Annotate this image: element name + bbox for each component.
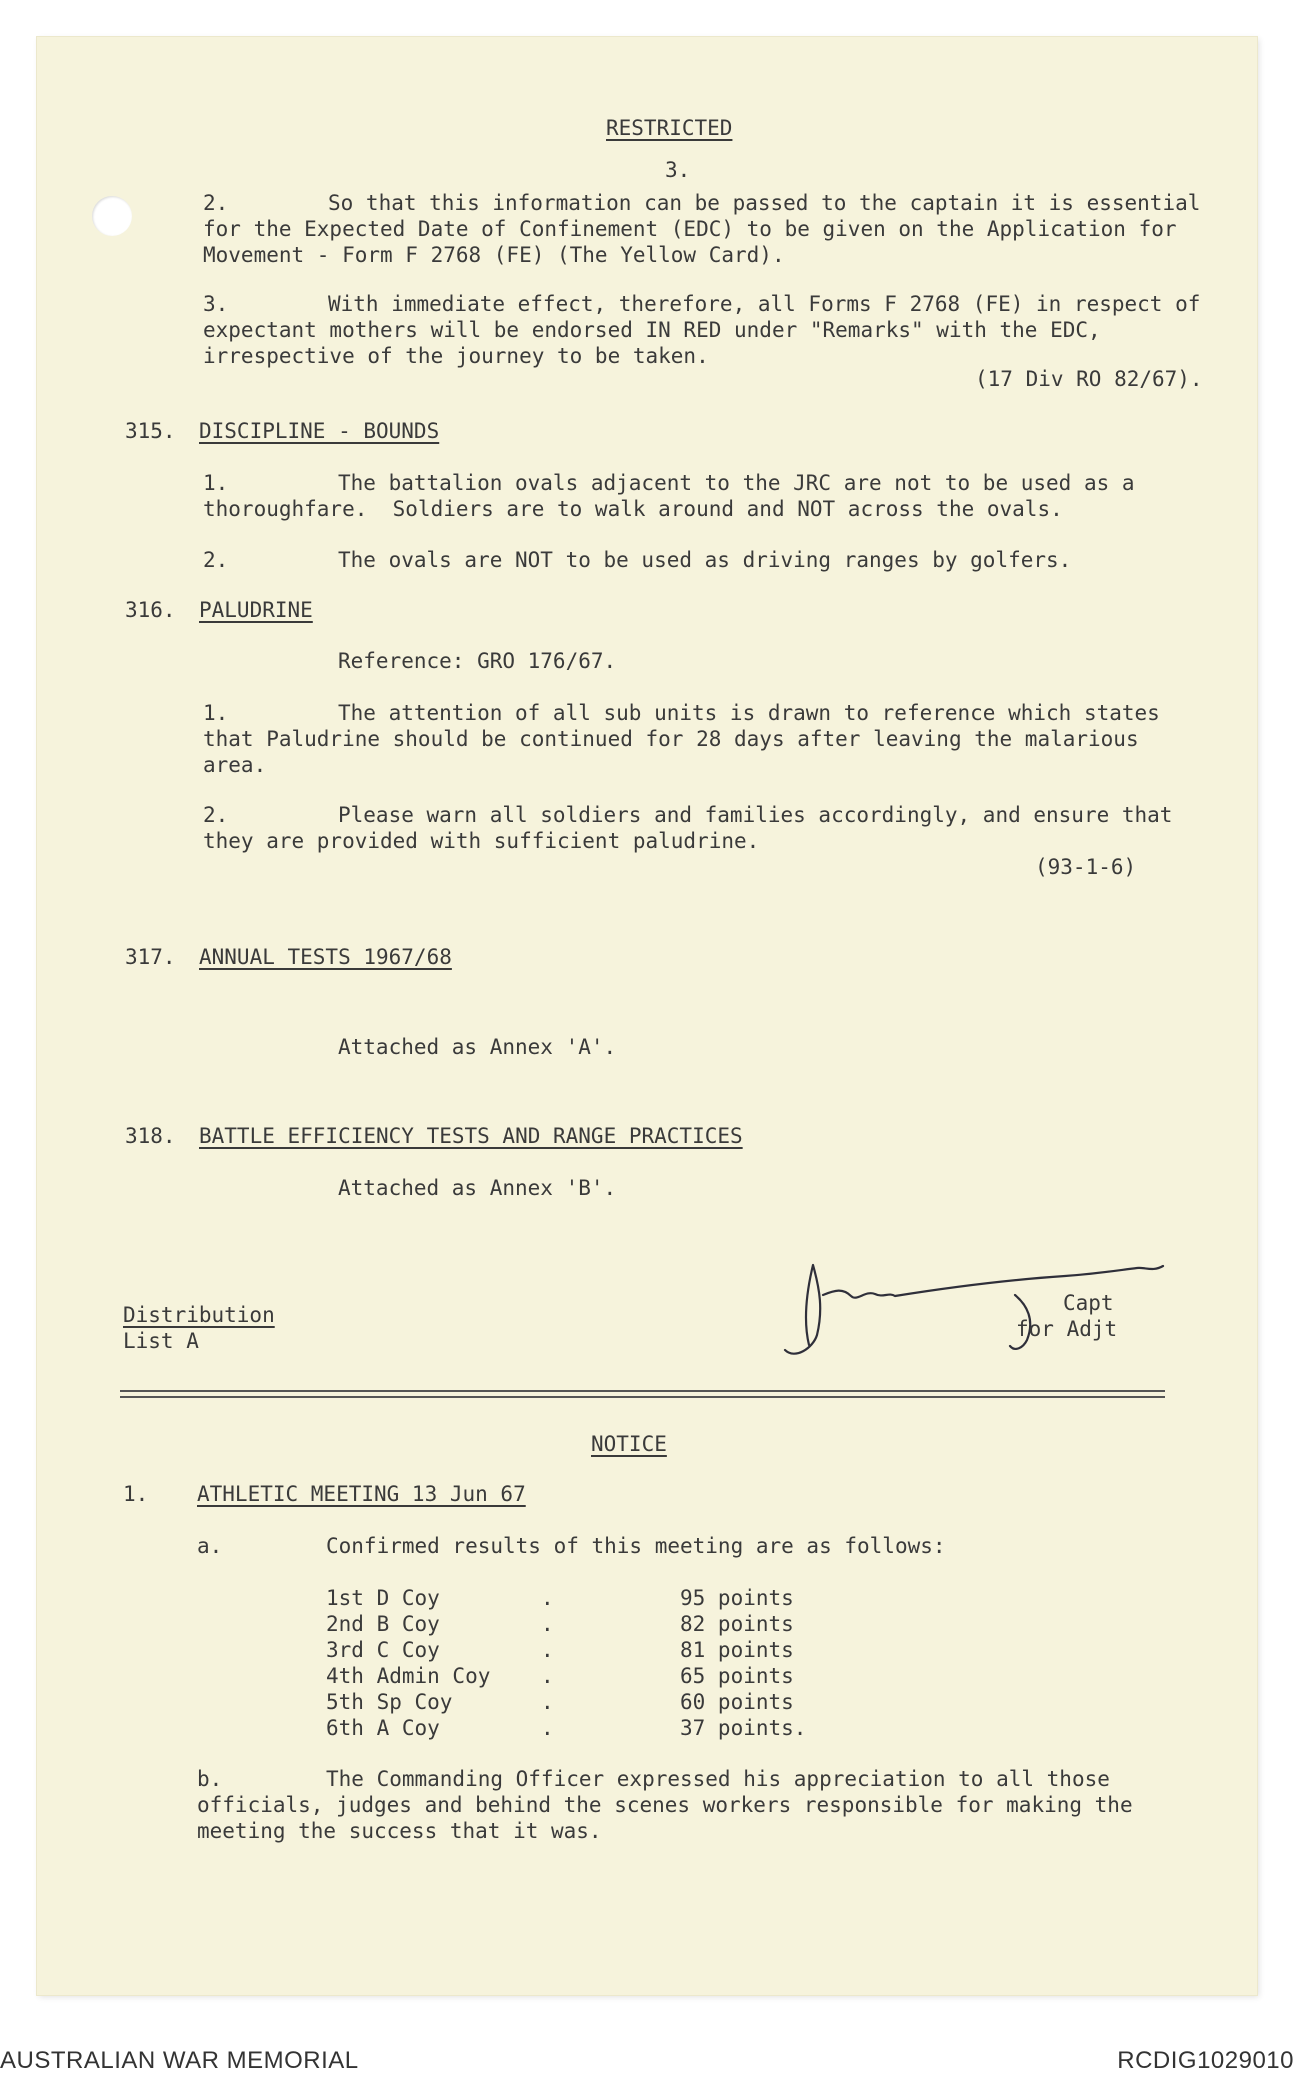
result-place: 5th Sp Coy bbox=[326, 1690, 453, 1714]
subpara-text: Confirmed results of this meeting are as follows: bbox=[326, 1534, 946, 1558]
para-number: 2. bbox=[203, 803, 229, 827]
reference-note: (93-1-6) bbox=[1035, 855, 1137, 879]
para-line: thoroughfare. Soldiers are to walk around and NOT across the ovals. bbox=[203, 497, 1063, 521]
reference-line: Reference: GRO 176/67. bbox=[338, 649, 617, 673]
item-number: 316. bbox=[125, 598, 176, 622]
result-points: 60 points bbox=[680, 1690, 794, 1714]
section-divider bbox=[120, 1390, 1165, 1398]
result-separator: . bbox=[541, 1716, 554, 1740]
item-title: BATTLE EFFICIENCY TESTS AND RANGE PRACTICES bbox=[199, 1124, 743, 1148]
notice-title: NOTICE bbox=[591, 1432, 667, 1456]
item-title: PALUDRINE bbox=[199, 598, 313, 622]
page-number: 3. bbox=[665, 158, 691, 182]
para-number: 1. bbox=[203, 471, 229, 495]
subpara-label: a. bbox=[197, 1534, 223, 1558]
classification-marking: RESTRICTED bbox=[606, 116, 733, 140]
distribution-list: List A bbox=[123, 1329, 199, 1353]
para-line: meeting the success that it was. bbox=[197, 1819, 602, 1843]
para-line: Movement - Form F 2768 (FE) (The Yellow Card). bbox=[203, 243, 785, 267]
para-line: officials, judges and behind the scenes workers responsible for making the bbox=[197, 1793, 1133, 1817]
result-separator: . bbox=[541, 1612, 554, 1636]
distribution-label: Distribution bbox=[123, 1303, 275, 1327]
para-line: The attention of all sub units is drawn to reference which states bbox=[338, 701, 1160, 725]
para-line: With immediate effect, therefore, all Forms F 2768 (FE) in respect of bbox=[328, 292, 1201, 316]
footer-identifier: RCDIG1029010 bbox=[1117, 2047, 1294, 2074]
annex-line: Attached as Annex 'B'. bbox=[338, 1176, 617, 1200]
result-place: 1st D Coy bbox=[326, 1586, 440, 1610]
para-line: So that this information can be passed to the captain it is essential bbox=[328, 191, 1201, 215]
result-place: 3rd C Coy bbox=[326, 1638, 440, 1662]
item-number: 315. bbox=[125, 419, 176, 443]
result-separator: . bbox=[541, 1586, 554, 1610]
notice-item-title: ATHLETIC MEETING 13 Jun 67 bbox=[197, 1482, 526, 1506]
para-line: area. bbox=[203, 753, 267, 777]
handwritten-signature bbox=[765, 1250, 1185, 1370]
para-line: The battalion ovals adjacent to the JRC are not to be used as a bbox=[338, 471, 1135, 495]
result-points: 37 points. bbox=[680, 1716, 807, 1740]
para-line: The Commanding Officer expressed his appreciation to all those bbox=[326, 1767, 1110, 1791]
para-line: for the Expected Date of Confinement (EDC) to be given on the Application for bbox=[203, 217, 1177, 241]
para-number: 2. bbox=[203, 191, 229, 215]
para-number: 2. bbox=[203, 548, 229, 572]
para-line: irrespective of the journey to be taken. bbox=[203, 344, 709, 368]
result-points: 65 points bbox=[680, 1664, 794, 1688]
result-points: 82 points bbox=[680, 1612, 794, 1636]
para-line: that Paludrine should be continued for 28 days after leaving the malarious bbox=[203, 727, 1139, 751]
signature-role: for Adjt bbox=[1016, 1317, 1118, 1341]
item-title: DISCIPLINE - BOUNDS bbox=[199, 419, 440, 443]
para-line: The ovals are NOT to be used as driving ranges by golfers. bbox=[338, 548, 1072, 572]
subpara-label: b. bbox=[197, 1767, 223, 1791]
result-separator: . bbox=[541, 1638, 554, 1662]
reference-note: (17 Div RO 82/67). bbox=[975, 367, 1203, 391]
result-place: 4th Admin Coy bbox=[326, 1664, 491, 1688]
item-number: 1. bbox=[123, 1482, 149, 1506]
result-place: 6th A Coy bbox=[326, 1716, 440, 1740]
result-place: 2nd B Coy bbox=[326, 1612, 440, 1636]
para-number: 3. bbox=[203, 292, 229, 316]
signature-rank: Capt bbox=[1063, 1291, 1114, 1315]
result-points: 95 points bbox=[680, 1586, 794, 1610]
para-number: 1. bbox=[203, 701, 229, 725]
result-separator: . bbox=[541, 1664, 554, 1688]
para-line: they are provided with sufficient paludrine. bbox=[203, 829, 760, 853]
result-separator: . bbox=[541, 1690, 554, 1714]
para-line: expectant mothers will be endorsed IN RED under "Remarks" with the EDC, bbox=[203, 318, 1101, 342]
item-number: 318. bbox=[125, 1124, 176, 1148]
para-line: Please warn all soldiers and families accordingly, and ensure that bbox=[338, 803, 1173, 827]
punch-hole bbox=[92, 196, 132, 236]
footer-source: AUSTRALIAN WAR MEMORIAL bbox=[0, 2047, 359, 2074]
item-title: ANNUAL TESTS 1967/68 bbox=[199, 945, 452, 969]
result-points: 81 points bbox=[680, 1638, 794, 1662]
annex-line: Attached as Annex 'A'. bbox=[338, 1035, 617, 1059]
item-number: 317. bbox=[125, 945, 176, 969]
